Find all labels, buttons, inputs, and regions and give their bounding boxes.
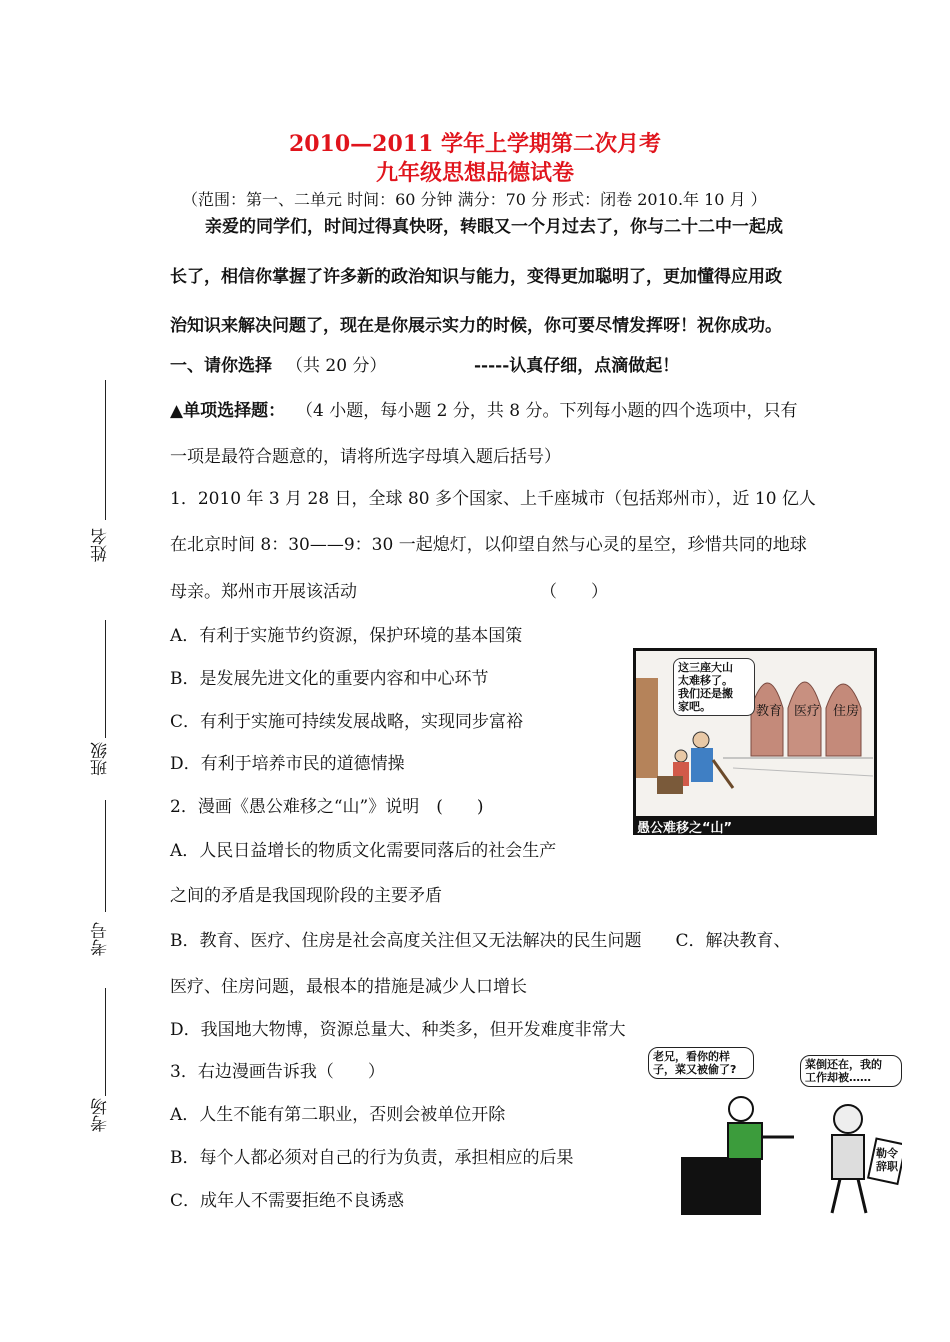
q1-option-b: B．是发展先进文化的重要内容和中心环节: [170, 669, 489, 689]
sign-line: 勒令: [876, 1147, 898, 1160]
single-choice-label: ▲单项选择题：: [170, 401, 286, 421]
q1-answer-bracket: （ ）: [540, 582, 608, 602]
exam-title: 2010—2011 学年上学期第二次月考: [288, 131, 662, 157]
cartoon-dismissal-bubble-right: [800, 1055, 902, 1087]
q1-line-3: 母亲。郑州市开展该活动: [170, 582, 357, 602]
bubble-line: 工作却被……: [805, 1071, 871, 1084]
section-motto: -----认真仔细，点滴做起！: [474, 356, 680, 376]
margin-line-name: [105, 380, 106, 520]
q2-option-b-c: B．教育、医疗、住房是社会高度关注但又无法解决的民生问题 C．解决教育、: [170, 931, 791, 951]
q1-line-2: 在北京时间 8：30——9：30 一起熄灯，以仰望自然与心灵的星空，珍惜共同的地球: [170, 535, 807, 555]
intro-line-2: 长了，相信你掌握了许多新的政治知识与能力，变得更加聪明了，更加懂得应用政: [170, 267, 782, 287]
margin-line-class: [105, 620, 106, 738]
bubble-line: 老兄，看你的样: [653, 1050, 730, 1063]
cartoon-dismissal-sign: [876, 1147, 898, 1173]
bubble-line: 太难移了。: [678, 674, 733, 687]
q1-option-d: D．有利于培养市民的道德情操: [170, 754, 405, 774]
bubble-line: 菜倒还在，我的: [805, 1058, 882, 1071]
q2-stem: 2．漫画《愚公难移之“山”》说明 ( ): [170, 797, 484, 817]
q3-option-a: A．人生不能有第二职业，否则会被单位开除: [170, 1105, 506, 1125]
single-choice-desc-1: （4 小题，每小题 2 分，共 8 分。下列每小题的四个选项中，只有: [296, 401, 798, 421]
q1-option-c: C．有利于实施可持续发展战略，实现同步富裕: [170, 712, 524, 732]
exam-scope: （范围：第一、二单元 时间：60 分钟 满分：70 分 形式：闭卷 2010.年 10 月 ）: [182, 190, 767, 209]
q3-stem: 3．右边漫画告诉我（ ）: [170, 1062, 385, 1082]
cartoon-dismissal: [636, 1045, 902, 1215]
bubble-line: 子，菜又被偷了?: [653, 1063, 737, 1076]
bubble-line: 家吧。: [678, 700, 711, 713]
q1-option-a: A．有利于实施节约资源，保护环境的基本国策: [170, 626, 523, 646]
sign-line: 辞职: [876, 1160, 898, 1173]
intro-line-3: 治知识来解决问题了，现在是你展示实力的时候，你可要尽情发挥呀！祝你成功。: [170, 316, 782, 336]
cartoon-dismissal-bubble-left: [648, 1047, 754, 1079]
cartoon-yugong: [633, 648, 877, 835]
q2-option-d: D．我国地大物博，资源总量大、种类多，但开发难度非常大: [170, 1020, 626, 1040]
margin-label-room: 考场: [91, 1098, 111, 1132]
cartoon-yugong-speech-bubble: [673, 658, 755, 716]
margin-label-number: 考号: [91, 922, 111, 956]
q2-option-a-2: 之间的矛盾是我国现阶段的主要矛盾: [170, 886, 442, 906]
margin-line-number: [105, 800, 106, 912]
q1-line-1: 1．2010 年 3 月 28 日，全球 80 多个国家、上千座城市（包括郑州市），近 10 亿人: [170, 489, 816, 509]
cartoon-yugong-caption: 愚公难移之“山”: [637, 821, 733, 836]
mountain-label-medical: 医疗: [794, 704, 821, 719]
q3-option-c: C．成年人不需要拒绝不良诱惑: [170, 1191, 405, 1211]
margin-line-room: [105, 988, 106, 1096]
mountain-label-education: 教育: [756, 704, 783, 719]
intro-line-1: 亲爱的同学们，时间过得真快呀，转眼又一个月过去了，你与二十二中一起成: [205, 217, 783, 237]
bubble-line: 这三座大山: [678, 661, 733, 674]
section-points: （共 20 分）: [286, 356, 387, 376]
mountain-label-housing: 住房: [833, 704, 860, 719]
section-heading: 一、请你选择: [170, 356, 272, 376]
single-choice-desc-2: 一项是最符合题意的，请将所选字母填入题后括号）: [170, 447, 561, 467]
q2-option-c-2: 医疗、住房问题，最根本的措施是减少人口增长: [170, 977, 527, 997]
q3-option-b: B．每个人都必须对自己的行为负责，承担相应的后果: [170, 1148, 574, 1168]
exam-subtitle: 九年级思想品德试卷: [375, 160, 574, 186]
margin-label-name: 姓名: [91, 528, 111, 562]
q2-option-a-1: A．人民日益增长的物质文化需要同落后的社会生产: [170, 841, 557, 861]
cartoon-yugong-illustration: [633, 648, 877, 835]
margin-label-class: 班级: [91, 742, 111, 776]
bubble-line: 我们还是搬: [678, 687, 733, 700]
